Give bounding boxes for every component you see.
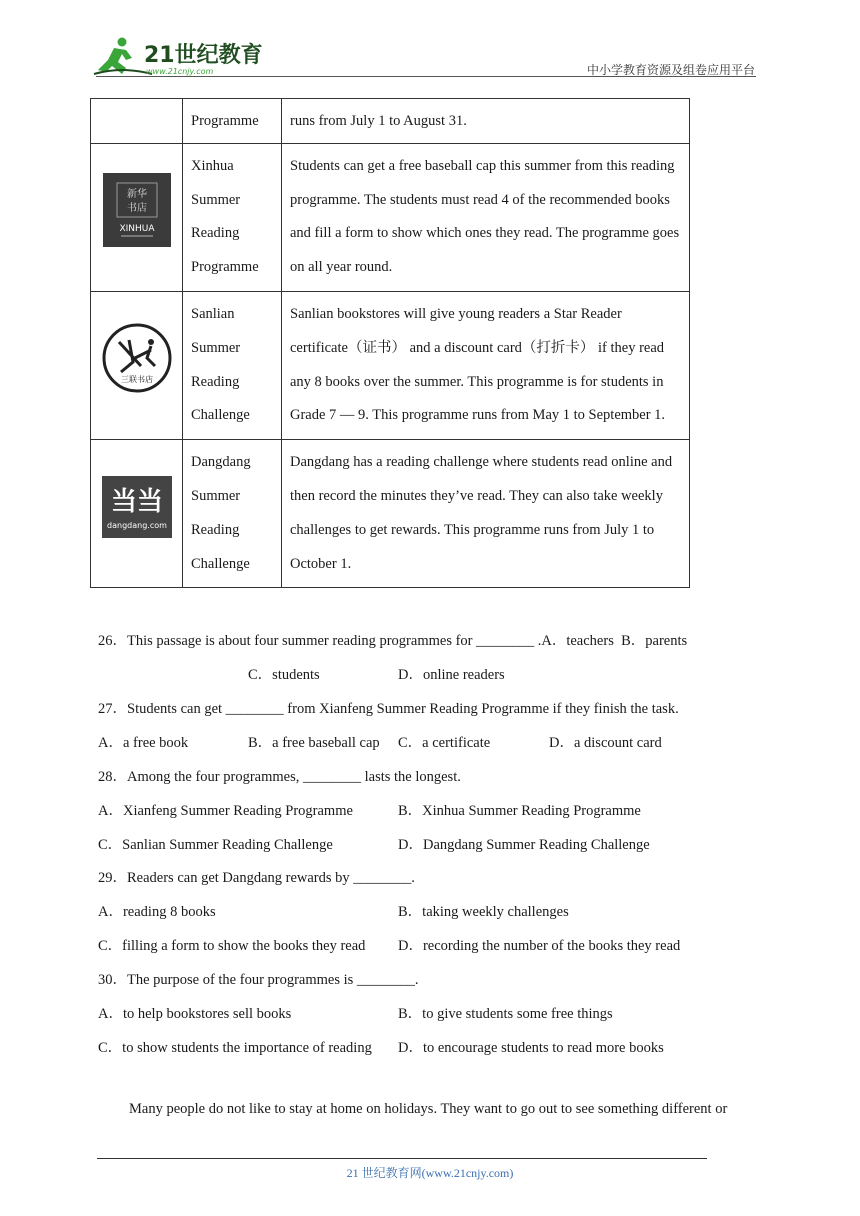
site-logo bbox=[92, 36, 262, 78]
option-b: B．to give students some free things bbox=[398, 1006, 613, 1022]
footer-link[interactable]: 21 世纪教育网(www.21cnjy.com) bbox=[346, 1166, 514, 1180]
option-d: D．online readers bbox=[398, 667, 505, 683]
table-row bbox=[91, 291, 690, 439]
footer-divider bbox=[97, 1158, 707, 1159]
programme-name: Dangdang Summer Reading Challenge bbox=[183, 440, 282, 588]
header-divider bbox=[96, 76, 756, 77]
option-d: D．Dangdang Summer Reading Challenge bbox=[398, 837, 650, 853]
option-a: A．a free book bbox=[98, 735, 189, 751]
option-d: D．to encourage students to read more books bbox=[398, 1040, 664, 1056]
option-b: B．Xinhua Summer Reading Programme bbox=[398, 803, 641, 819]
table-row bbox=[91, 99, 690, 144]
svg-text:当当: 当当 bbox=[110, 486, 163, 517]
option-c: C．Sanlian Summer Reading Challenge bbox=[98, 837, 333, 853]
question-29-stem: 29．Readers can get Dangdang rewards by ________. bbox=[98, 870, 415, 886]
option-b: B．a free baseball cap bbox=[248, 735, 380, 751]
svg-text:书店: 书店 bbox=[126, 203, 147, 215]
table-row bbox=[91, 440, 690, 588]
xinhua-logo-icon bbox=[103, 173, 171, 247]
option-c: C．filling a form to show the books they read bbox=[98, 938, 366, 954]
platform-name: 中小学教育资源及组卷应用平台 bbox=[586, 63, 755, 77]
logo-cell bbox=[91, 99, 183, 144]
option-a: A．teachers bbox=[541, 633, 614, 649]
option-c: C．to show students the importance of reading bbox=[98, 1040, 372, 1056]
svg-text:XINHUA: XINHUA bbox=[118, 224, 155, 235]
option-d: D．recording the number of the books they read bbox=[398, 938, 681, 954]
logo-url-text: www.21cnjy.com bbox=[146, 67, 214, 76]
logo-cell bbox=[91, 143, 183, 291]
dangdang-logo-icon bbox=[102, 476, 172, 538]
question-30-stem: 30．The purpose of the four programmes is ________. bbox=[98, 972, 419, 988]
option-c: C．a certificate bbox=[398, 735, 491, 751]
programme-name: Programme bbox=[183, 99, 282, 144]
runner-logo-icon bbox=[92, 36, 262, 78]
passage-text: Many people do not like to stay at home on holidays. They want to go out to see something different or bbox=[129, 1101, 728, 1117]
option-b: B．taking weekly challenges bbox=[398, 904, 569, 920]
svg-text:三联书店: 三联书店 bbox=[120, 374, 153, 384]
table-row bbox=[91, 143, 690, 291]
programmes-table bbox=[90, 98, 690, 588]
option-b: B．parents bbox=[621, 633, 688, 649]
question-27-stem: 27．Students can get ________ from Xianfeng Summer Reading Programme if they finish the task. bbox=[98, 701, 679, 717]
sanlian-logo-icon bbox=[101, 322, 173, 396]
option-a: A．reading 8 books bbox=[98, 904, 216, 920]
option-a: A．to help bookstores sell books bbox=[98, 1006, 292, 1022]
programme-name: Sanlian Summer Reading Challenge bbox=[183, 291, 282, 439]
svg-text:dangdang.com: dangdang.com bbox=[106, 520, 167, 530]
programme-name: Xinhua Summer Reading Programme bbox=[183, 143, 282, 291]
option-d: D．a discount card bbox=[549, 735, 662, 751]
logo-text: 21世纪教育 bbox=[144, 43, 262, 68]
programme-description: Dangdang has a reading challenge where students read online and then record the minutes they’ve read. They can also take weekly challenges to get rewards. This programme runs from July 1 to October 1. bbox=[282, 440, 690, 588]
programme-description: Students can get a free baseball cap this summer from this reading programme. The students must read 4 of the recommended books and fill a form to show which ones they read. The programme goes on all year round. bbox=[282, 143, 690, 291]
question-26-stem: 26．This passage is about four summer reading programmes for ________ .A．teachers B．parents bbox=[98, 633, 688, 649]
option-a: A．Xianfeng Summer Reading Programme bbox=[98, 803, 353, 819]
programme-description: Sanlian bookstores will give young readers a Star Reader certificate（证书） and a discount card（打折卡） if they read any 8 books over the summer. This programme is for students in Grade 7 — 9. This programme runs from May 1 to September 1. bbox=[282, 291, 690, 439]
programme-description: runs from July 1 to August 31. bbox=[282, 99, 690, 144]
question-28-stem: 28．Among the four programmes, ________ lasts the longest. bbox=[98, 769, 461, 785]
svg-text:新华: 新华 bbox=[126, 189, 147, 201]
logo-cell bbox=[91, 440, 183, 588]
option-c: C．students bbox=[248, 667, 320, 683]
logo-cell bbox=[91, 291, 183, 439]
